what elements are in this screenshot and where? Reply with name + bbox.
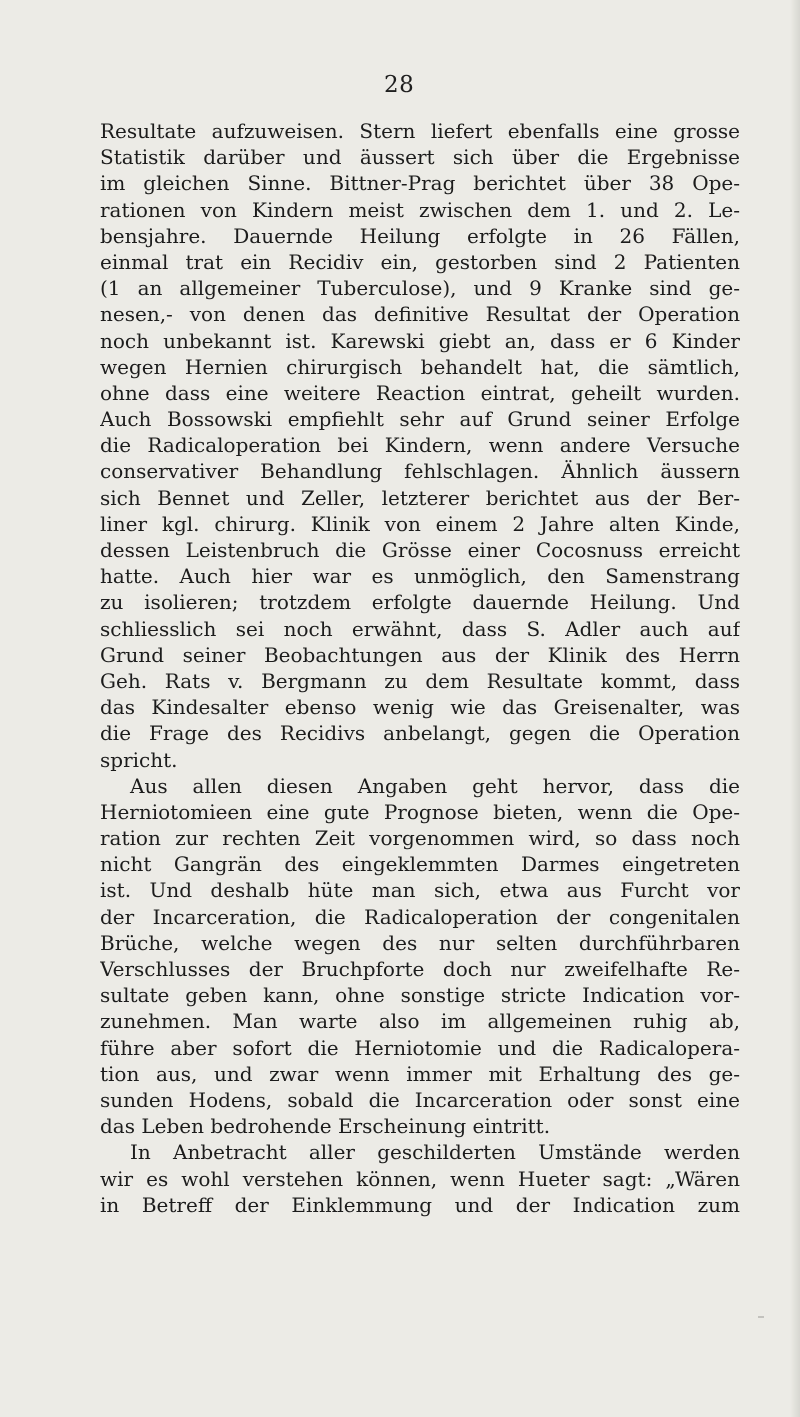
text-line: wir es wohl verstehen können, wenn Hueter sagt: „Wären	[100, 1166, 740, 1191]
text-line: zu isolieren; trotzdem erfolgte dauernde Heilung. Und	[100, 590, 740, 615]
text-line: das Kindesalter ebenso wenig wie das Greisenalter, was	[100, 695, 740, 720]
text-line: Resultate aufzuweisen. Stern liefert ebenfalls eine grosse	[100, 119, 740, 143]
text-line: tion aus, und zwar wenn immer mit Erhaltung des ge-	[100, 1061, 740, 1086]
text-line: Statistik darüber und äussert sich über die Ergebnisse	[100, 145, 740, 170]
text-line: Verschlusses der Bruchpforte doch nur zweifelhafte Re-	[100, 957, 740, 981]
text-line: wegen Hernien chirurgisch behandelt hat, die sämtlich,	[100, 354, 740, 379]
text-line: Geh. Rats v. Bergmann zu dem Resultate kommt, dass	[100, 668, 740, 693]
text-line: rationen von Kindern meist zwischen dem 1. und 2. Le-	[100, 197, 740, 222]
text-line: nicht Gangrän des eingeklemmten Darmes eingetreten	[100, 852, 740, 877]
text-line: Herniotomieen eine gute Prognose bieten, wenn die Ope-	[100, 799, 740, 824]
body-text	[100, 118, 740, 1218]
text-line: zunehmen. Man warte also im allgemeinen ruhig ab,	[100, 1009, 740, 1034]
text-line: Auch Bossowski empfiehlt sehr auf Grund seiner Erfolge	[100, 407, 740, 432]
text-line: die Radicaloperation bei Kindern, wenn andere Versuche	[100, 433, 740, 458]
text-line: einmal trat ein Recidiv ein, gestorben sind 2 Patienten	[100, 249, 740, 274]
text-line: spricht.	[100, 747, 178, 772]
text-line: sunden Hodens, sobald die Incarceration oder sonst eine	[100, 1087, 740, 1112]
text-line: nesen,- von denen das definitive Resultat der Operation	[100, 302, 740, 327]
text-line: ohne dass eine weitere Reaction eintrat, geheilt wurden.	[100, 380, 740, 405]
text-line: Brüche, welche wegen des nur selten durchführbaren	[100, 930, 740, 955]
page-edge-shadow	[790, 0, 800, 1417]
print-smudge	[758, 1316, 764, 1318]
text-line: im gleichen Sinne. Bittner-Prag berichtet über 38 Ope-	[100, 171, 740, 196]
text-line: ist. Und deshalb hüte man sich, etwa aus Furcht vor	[100, 878, 740, 903]
text-line: In Anbetracht aller geschilderten Umstände werden	[130, 1140, 740, 1165]
text-line: sultate geben kann, ohne sonstige stricte Indication vor-	[100, 983, 740, 1008]
page-number: 28	[384, 72, 415, 98]
text-line: Aus allen diesen Angaben geht hervor, dass die	[130, 773, 740, 798]
text-line: schliesslich sei noch erwähnt, dass S. Adler auch auf	[100, 616, 740, 641]
text-line: conservativer Behandlung fehlschlagen. Ähnlich äussern	[100, 459, 740, 484]
text-line: (1 an allgemeiner Tuberculose), und 9 Kranke sind ge-	[100, 276, 740, 301]
text-line: noch unbekannt ist. Karewski giebt an, dass er 6 Kinder	[100, 328, 740, 353]
text-line: in Betreff der Einklemmung und der Indication zum	[100, 1192, 740, 1217]
text-line: bensjahre. Dauernde Heilung erfolgte in 26 Fällen,	[100, 223, 740, 248]
text-line: ration zur rechten Zeit vorgenommen wird, so dass noch	[100, 826, 740, 851]
text-line: führe aber sofort die Herniotomie und die Radicalopera-	[100, 1035, 740, 1060]
text-line: das Leben bedrohende Erscheinung eintritt.	[100, 1114, 551, 1139]
text-line: hatte. Auch hier war es unmöglich, den Samenstrang	[100, 564, 740, 589]
text-line: die Frage des Recidivs anbelangt, gegen die Operation	[100, 721, 740, 746]
text-line: sich Bennet und Zeller, letzterer berichtet aus der Ber-	[100, 485, 740, 510]
text-line: liner kgl. chirurg. Klinik von einem 2 Jahre alten Kinde,	[100, 511, 740, 536]
text-line: dessen Leistenbruch die Grösse einer Cocosnuss erreicht	[100, 538, 740, 562]
text-line: Grund seiner Beobachtungen aus der Klinik des Herrn	[100, 642, 740, 667]
text-line: der Incarceration, die Radicaloperation der congenitalen	[100, 904, 740, 929]
